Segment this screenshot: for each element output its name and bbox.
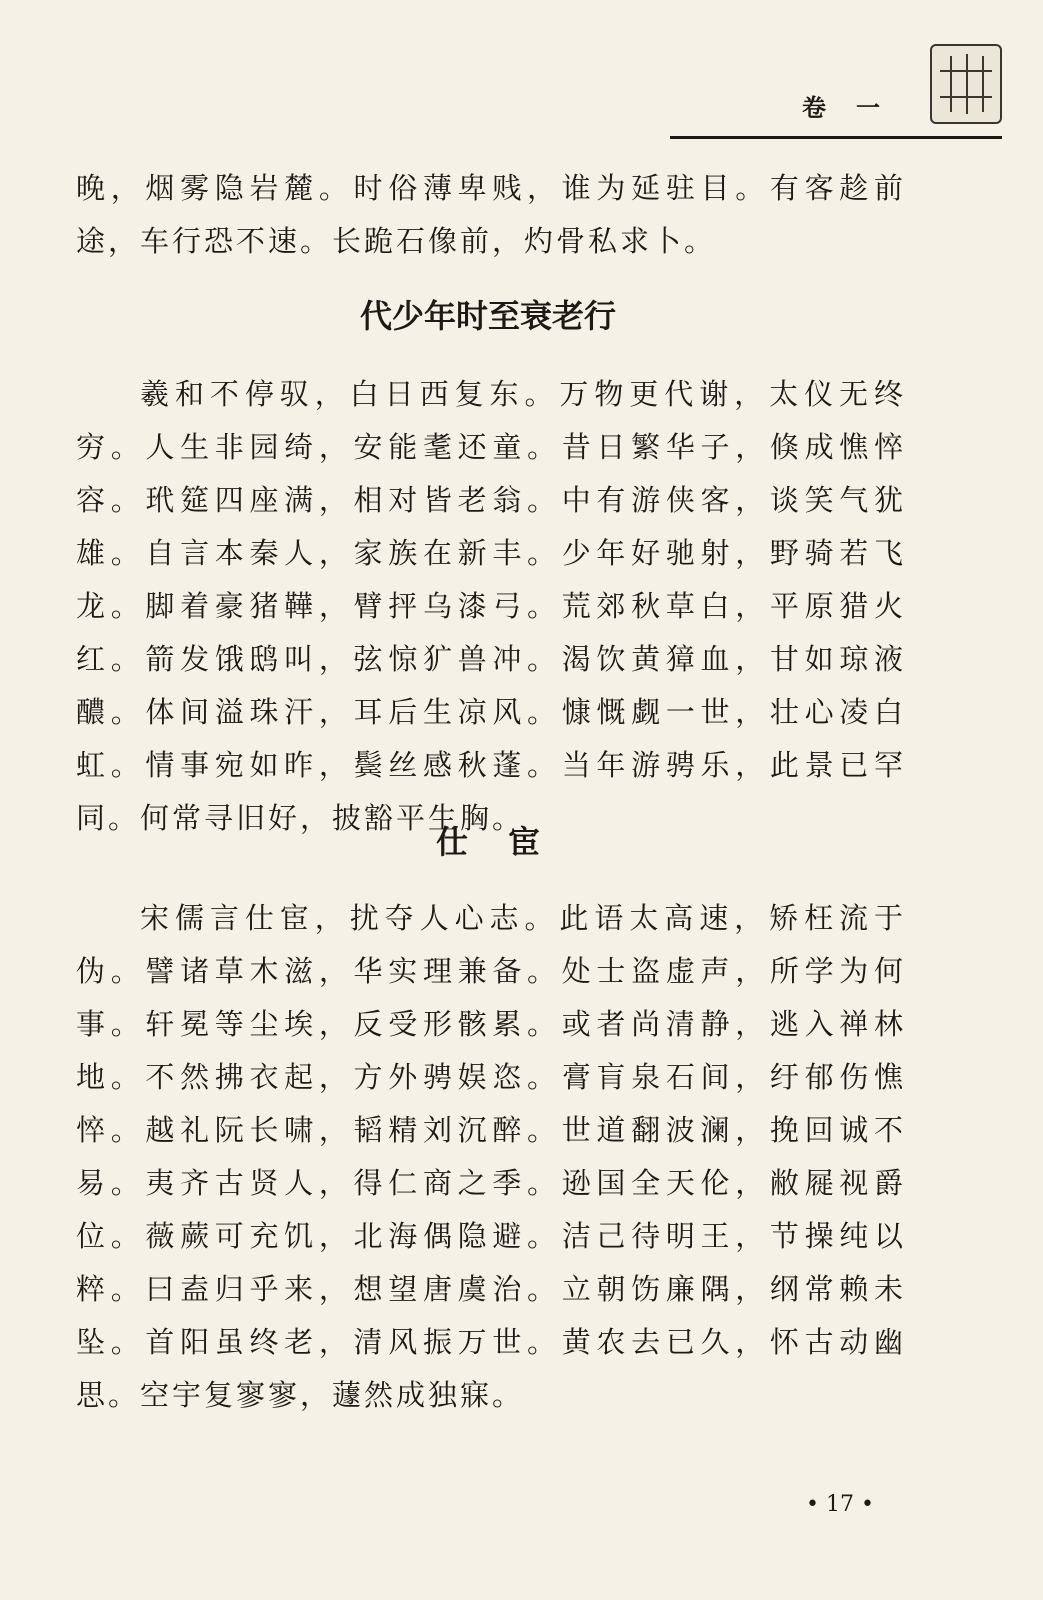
running-head: 卷一 (802, 94, 910, 122)
poem-body-2 (76, 892, 906, 1422)
poem-title-1: 代少年时至衰老行 (359, 297, 616, 335)
header-rule (670, 136, 1002, 139)
poem-title-2: 仕宦 (435, 823, 580, 861)
continuation-text: 晚，烟雾隐岩麓。时俗薄卑贱，谁为延驻目。有客趁前途，车行恐不速。长跪石像前，灼骨私求卜。 (76, 171, 906, 258)
poem-text-2: 宋儒言仕宦，扰夺人心志。此语太高速，矫枉流于伪。譬诸草木滋，华实理兼备。处士盗虚声，所学为何事。轩冕等尘埃，反受形骸累。或者尚清静，逃入禅林地。不然拂衣起，方外骋娱恣。膏肓泉石间，纡郁伤憔悴。越礼阮长啸，韬精刘沉醉。世道翻波澜，挽回诚不易。夷齐古贤人，得仁商之季。逊国全天伦，敝屣视爵位。薇蕨可充饥，北海偶隐避。洁己待明王，节操纯以粹。曰盍归乎来，想望唐虞治。立朝饬廉隅，纲常赖未坠。首阳虽终老，清风振万世。黄农去已久，怀古动幽思。空宇复寥寥，蘧然成独寐。 (76, 901, 906, 1412)
poem-text-1: 羲和不停驭，白日西复东。万物更代谢，太仪无终穷。人生非园绮，安能耄还童。昔日繁华子，倏成憔悴容。玳筵四座满，相对皆老翁。中有游侠客，谈笑气犹雄。自言本秦人，家族在新丰。少年好驰射，野骑若飞龙。脚着豪猪鞾，臂抨乌漆弓。荒郊秋草白，平原猎火红。箭发饿鸱叫，弦惊犷兽冲。渴饮黄獐血，甘如琼液醲。体间溢珠汗，耳后生凉风。慷慨觑一世，壮心凌白虹。情事宛如昨，鬓丝感秋蓬。当年游骋乐，此景已罕同。何常寻旧好，披豁平生胸。 (76, 377, 906, 835)
poem-body-1 (76, 368, 906, 845)
seal-stamp-icon (930, 44, 1002, 124)
continuation-paragraph (76, 162, 906, 268)
page-number: • 17 • (806, 1492, 874, 1517)
